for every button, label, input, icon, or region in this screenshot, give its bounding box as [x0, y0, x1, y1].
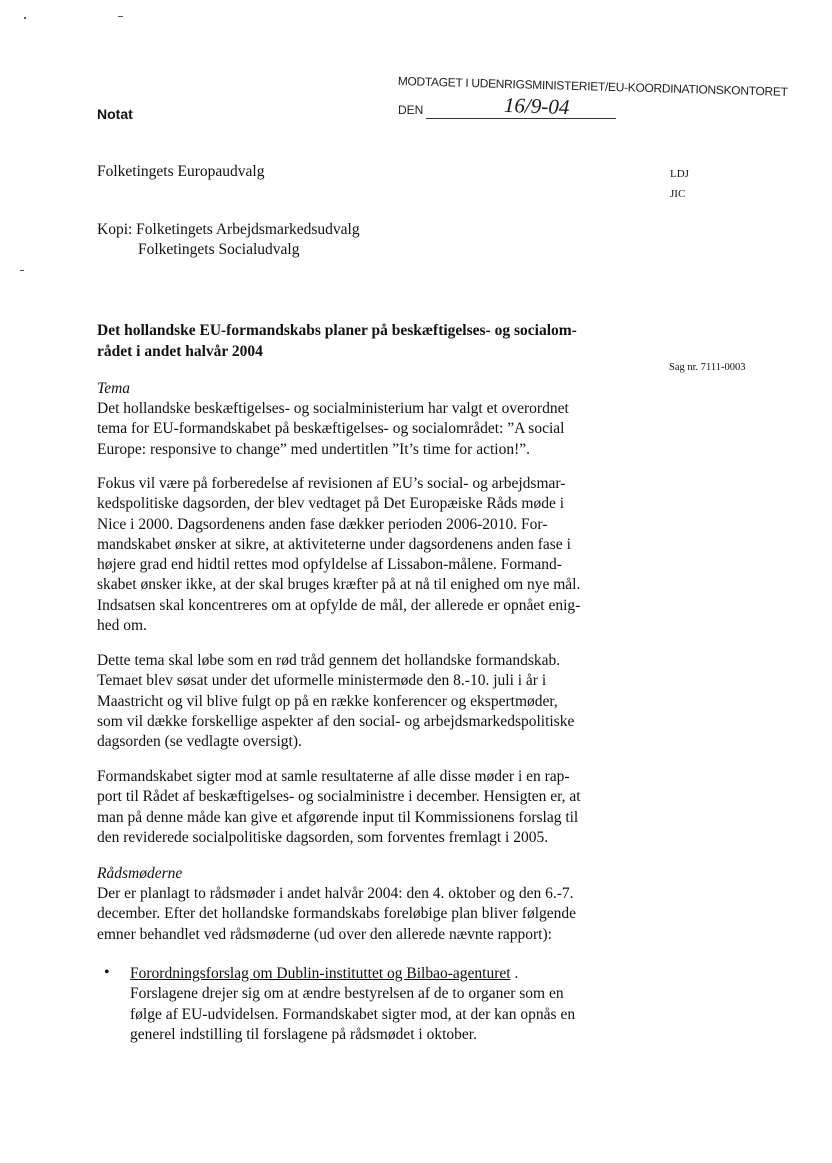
paragraph-line: den reviderede socialpolitiske dagsorden, som forventes fremlagt i 2005.: [97, 828, 549, 846]
recipient: Folketingets Europaudvalg: [97, 163, 265, 180]
paragraph-line: man på denne måde kan give et afgørende input til Kommissionens forslag til: [97, 808, 579, 826]
initials-1: LDJ: [670, 168, 689, 180]
copy-line-2: Folketingets Socialudvalg: [138, 241, 300, 258]
paragraph-line: hed om.: [97, 617, 147, 635]
paragraph-line: Maastricht og vil blive fulgt op på en række konferencer og ekspertmøder,: [97, 692, 558, 710]
paragraph-line: generel indstilling til forslagene på rådsmødet i oktober.: [130, 1025, 477, 1043]
document-type-label: Notat: [97, 106, 133, 122]
raadsmoeder-paragraph: [97, 884, 617, 945]
paragraph-line: Europe: responsive to change” med undertitlen ”It’s time for action!”.: [97, 440, 530, 458]
case-number: Sag nr. 7111-0003: [669, 362, 746, 373]
paragraph-line: tema for EU-formandskabet på beskæftigelses- og socialområdet: ”A social: [97, 420, 565, 438]
paragraph-line: kedspolitiske dagsorden, der blev vedtaget på Det Europæiske Råds møde i: [97, 495, 565, 513]
paragraph-line: emner behandlet ved rådsmøderne (ud over den allerede nævnte rapport):: [97, 925, 552, 943]
red-thread-paragraph: [97, 651, 617, 752]
stamp-den-label: DEN: [398, 103, 424, 117]
paragraph-line: Indsatsen skal koncentreres om at opfylde de mål, der allerede er opnået enig-: [97, 596, 581, 614]
bullet-icon: •: [104, 964, 110, 981]
paragraph-line: Fokus vil være på forberedelse af revisionen af EU’s social- og arbejdsmar-: [97, 475, 566, 492]
bullet-title: Forordningsforslag om Dublin-instituttet og Bilbao-agenturet: [130, 965, 511, 982]
section-heading-raadsmoeder: Rådsmøderne: [97, 865, 183, 882]
paragraph-line: som vil dække forskellige aspekter af den social- og arbejdsmarkedspolitiske: [97, 712, 575, 730]
tema-paragraph: [97, 399, 617, 460]
document-title: [97, 320, 637, 362]
scan-speck: [118, 16, 123, 17]
copy-line-1: Kopi: Folketingets Arbejdsmarkedsudvalg: [97, 221, 360, 238]
scan-speck: [24, 17, 26, 19]
paragraph-line: port til Rådet af beskæftigelses- og socialministre i december. Hensigten er, at: [97, 788, 581, 806]
paragraph-line: mandskabet ønsker at sikre, at aktiviteterne under dagsordenens anden fase i: [97, 535, 571, 553]
receipt-stamp-text: MODTAGET I UDENRIGSMINISTERIET/EU-KOORDINATIONSKONTORET: [397, 74, 788, 99]
title-line-1: Det hollandske EU-formandskabs planer på beskæftigelses- og socialom-: [97, 322, 577, 339]
paragraph-line: højere grad end hidtil rettes mod opfyldelse af Lissabon-målene. Formand-: [97, 556, 562, 574]
paragraph-line: Der er planlagt to rådsmøder i andet halvår 2004: den 4. oktober og den 6.-7.: [97, 885, 574, 902]
bullet-title-suffix: .: [510, 965, 519, 982]
paragraph-line: Nice i 2000. Dagsordenens anden fase dækker perioden 2006-2010. For-: [97, 515, 548, 533]
paragraph-line: Dette tema skal løbe som en rød tråd gennem det hollandske formandskab.: [97, 652, 561, 669]
focus-paragraph: [97, 474, 617, 636]
scan-speck: [20, 270, 24, 271]
paragraph-line: dagsorden (se vedlagte oversigt).: [97, 733, 302, 751]
results-paragraph: [97, 767, 617, 848]
paragraph-line: Det hollandske beskæftigelses- og socialministerium har valgt et overordnet: [97, 400, 569, 417]
paragraph-line: Formandskabet sigter mod at samle resultaterne af alle disse møder i en rap-: [97, 768, 570, 785]
section-heading-tema: Tema: [97, 380, 131, 397]
stamp-handwritten-date: 16/9-04: [503, 92, 570, 120]
paragraph-line: december. Efter det hollandske formandskabs foreløbige plan bliver følgende: [97, 905, 577, 923]
paragraph-line: følge af EU-udvidelsen. Formandskabet sigter mod, at der kan opnås en: [130, 1005, 576, 1023]
paragraph-line: skabet ønsker ikke, at der skal bruges kræfter på at nå til enighed om nye mål.: [97, 576, 581, 594]
initials-2: JIC: [670, 188, 686, 200]
bullet-item: [130, 964, 630, 1045]
title-line-2: rådet i andet halvår 2004: [97, 343, 263, 360]
paragraph-line: Forslagene drejer sig om at ændre bestyrelsen af de to organer som en: [130, 985, 564, 1003]
bullet-title-line: [130, 964, 630, 984]
paragraph-line: Temaet blev søsat under det uformelle ministermøde den 8.-10. juli i år i: [97, 672, 547, 690]
